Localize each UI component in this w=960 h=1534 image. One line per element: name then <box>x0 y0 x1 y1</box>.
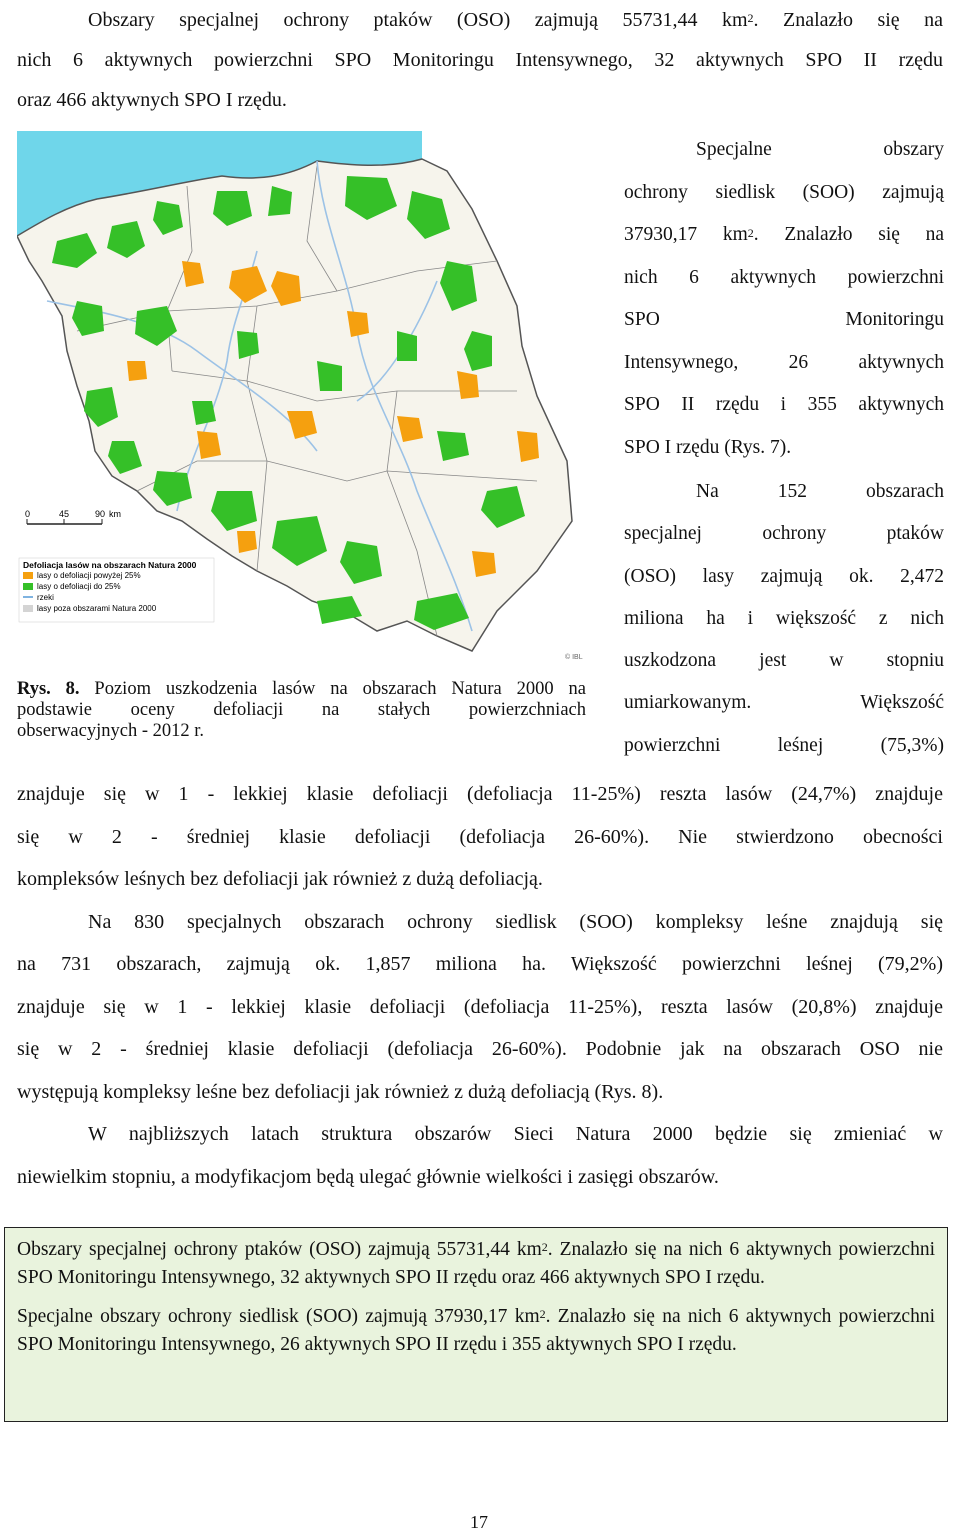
right-p2-l7: powierzchni leśnej (75,3%) <box>624 734 944 756</box>
body-p1-l1: znajduje się w 1 - lekkiej klasie defoliacji (defoliacja 11-25%) reszta lasów (24,7%) znajduje <box>17 783 943 805</box>
caption-line-2: podstawie oceny defoliacji na stałych powierzchniach <box>17 700 586 720</box>
natura2000-defoliation-map <box>17 131 597 662</box>
right-p1-l7: SPO II rzędu i 355 aktywnych <box>624 394 944 415</box>
body-p1-l2: się w 2 - średniej klasie defoliacji (defoliacja 26-60%). Nie stwierdzono obecności <box>17 825 943 848</box>
body-p3-l2: niewielkim stopniu, a modyfikacjom będą ulegać głównie wielkości i zasięgi obszarów. <box>17 1165 719 1188</box>
top-line-1: Obszary specjalnej ochrony ptaków (OSO) zajmują 55731,44 $km^2$. Znalazło się na <box>88 9 944 31</box>
legend-label-other: lasy poza obszarami Natura 2000 <box>37 604 157 613</box>
scale-label-0: 0 <box>25 509 31 519</box>
legend-label-healthy: lasy o defoliacji do 25% <box>37 582 121 591</box>
right-p2-l4: miliona ha i większość z nich <box>624 607 944 629</box>
right-p2-l2: specjalnej ochrony ptaków <box>624 523 944 545</box>
right-p1-l4: nich 6 aktywnych powierzchni <box>624 266 944 288</box>
body-p2-l2: na 731 obszarach, zajmują ok. 1,857 miliona ha. Większość powierzchni leśnej (79,2%) <box>17 953 943 975</box>
summary-box <box>4 1227 948 1422</box>
caption-line-3: obserwacyjnych - 2012 r. <box>17 721 205 741</box>
scale-label-45: 45 <box>59 509 70 519</box>
right-p1-l8: SPO I rzędu (Rys. 7). <box>624 436 792 458</box>
right-p1-l2: ochrony siedlisk (SOO) zajmują <box>624 181 944 203</box>
right-p2-l3: (OSO) lasy zajmują ok. 2,472 <box>624 565 944 587</box>
right-p1-l5: SPO Monitoringu <box>624 309 944 330</box>
legend-swatch-other <box>23 605 33 612</box>
body-p2-l4: się w 2 - średniej klasie defoliacji (defoliacja 26-60%). Podobnie jak na obszarach OSO nie <box>17 1038 943 1060</box>
map-svg <box>17 131 597 662</box>
summary-p1: Obszary specjalnej ochrony ptaków (OSO) zajmują 55731,44 $km^2$. Znalazło się na nich 6 aktywnych powierzchni SPO Monitoringu Intensywnego, 32 aktywnych SPO II rzędu oraz 466 aktywnych SPO I rzędu. <box>17 1239 935 1288</box>
legend-swatch-damaged <box>23 572 33 579</box>
body-p2-l3: znajduje się w 1 - lekkiej klasie defoliacji (defoliacja 11-25%), reszta lasów (20,8%) znajduje <box>17 995 943 1018</box>
caption-line-1: Rys. 8. Poziom uszkodzenia lasów na obszarach Natura 2000 na <box>17 679 586 699</box>
scale-label-90: 90 <box>95 509 106 519</box>
map-legend <box>19 558 214 622</box>
top-line-3: oraz 466 aktywnych SPO I rzędu. <box>17 89 287 111</box>
body-text <box>17 773 943 1198</box>
scale-label-km: km <box>109 509 121 519</box>
right-p1-l6: Intensywnego, 26 aktywnych <box>624 351 944 373</box>
body-p2-l1: Na 830 specjalnych obszarach ochrony siedlisk (SOO) kompleksy leśne znajdują się <box>88 910 943 933</box>
right-p2-l6: umiarkowanym. Większość <box>624 692 944 714</box>
summary-p2: Specjalne obszary ochrony siedlisk (SOO) zajmują 37930,17 $km^2$. Znalazło się na nich 6 aktywnych powierzchni SPO Monitoringu Intensywnego, 26 aktywnych SPO II rzędu i 355 aktywnych SPO I rzędu. <box>17 1306 935 1355</box>
legend-title: Defoliacja lasów na obszarach Natura 2000 <box>23 560 197 570</box>
top-paragraph <box>17 0 943 120</box>
legend-label-damaged: lasy o defoliacji powyżej 25% <box>37 571 141 580</box>
figure-caption <box>17 679 586 742</box>
body-p2-l5: występują kompleksy leśne bez defoliacji jak również z dużą defoliacją (Rys. 8). <box>17 1080 664 1103</box>
top-line-2: nich 6 aktywnych powierzchni SPO Monitoringu Intensywnego, 32 aktywnych SPO II rzędu <box>17 49 943 71</box>
page-number: 17 <box>470 1512 488 1532</box>
body-p3-l1: W najbliższych latach struktura obszarów Sieci Natura 2000 będzie się zmieniać w <box>88 1123 943 1145</box>
right-p2-l5: uszkodzona jest w stopniu <box>624 650 944 672</box>
legend-swatch-healthy <box>23 583 33 590</box>
legend-label-rivers: rzeki <box>37 593 54 602</box>
map-credit: © IBL <box>565 654 583 661</box>
body-p1-l3: kompleksów leśnych bez defoliacji jak również z dużą defoliacją. <box>17 868 543 890</box>
right-p1-l1: Specjalne obszary <box>696 139 944 160</box>
right-p1-l3: 37930,17 $km^2$. Znalazło się na <box>624 224 945 245</box>
right-p2-l1: Na 152 obszarach <box>696 481 944 502</box>
right-column <box>624 129 944 767</box>
